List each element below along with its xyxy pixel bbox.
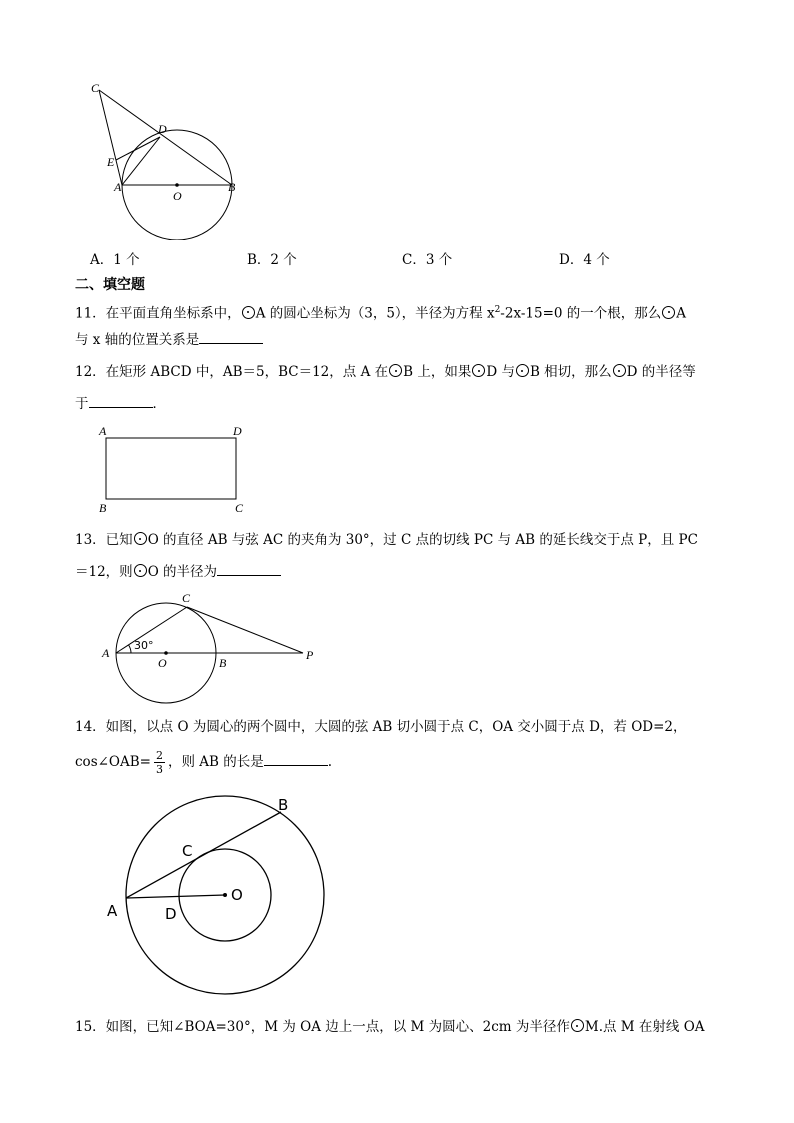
option-d: D．4 个 — [559, 252, 610, 268]
label-b: B — [99, 501, 107, 515]
label-b: B — [219, 656, 227, 670]
q11-line1 — [75, 300, 686, 324]
q13-line2 — [75, 561, 281, 582]
q12-text-d: B 相切，那么 — [529, 364, 612, 380]
q12-text-b: B 上，如果 — [403, 364, 472, 380]
figure-q13 — [98, 588, 328, 706]
circle-dot-icon — [662, 306, 675, 319]
rectangle-abcd — [106, 438, 236, 499]
section-title: 二、填空题 — [75, 277, 145, 293]
fraction-denominator: 3 — [155, 763, 163, 776]
chord-ab — [126, 812, 281, 898]
circle-dot-icon — [516, 364, 529, 377]
label-a: A — [102, 646, 110, 660]
circle-dot-icon — [242, 306, 255, 319]
option-b: B．2 个 — [247, 252, 297, 268]
center-dot — [223, 893, 227, 897]
q11-answer-blank[interactable] — [199, 329, 263, 344]
q13-line2-text-b: O 的半径为 — [147, 564, 218, 580]
label-c: C — [182, 591, 191, 605]
q13-text-b: O 的直径 AB 与弦 AC 的夹角为 30°，过 C 点的切线 PC 与 AB 的延长线交于点 P，且 PC — [147, 532, 698, 548]
label-p: P — [306, 648, 314, 662]
q11-text-c: -2x-15=0 的一个根，那么 — [500, 305, 662, 322]
q14-end: . — [327, 754, 333, 770]
center-dot — [175, 183, 179, 187]
q14-answer-blank[interactable] — [264, 751, 328, 766]
q13-line1 — [75, 530, 698, 550]
q12-line1 — [75, 362, 696, 382]
q14-text: 14．如图，以点 O 为圆心的两个圆中，大圆的弦 AB 切小圆于点 C，OA 交小圆于点 D，若 OD=2， — [75, 719, 687, 735]
label-o: O — [158, 656, 167, 670]
q11-text-a: 11．在平面直角坐标系中， — [75, 305, 241, 322]
q14-line1 — [75, 717, 687, 737]
option-a: A．1 个 — [90, 252, 140, 268]
label-d: D — [158, 122, 167, 136]
q12-answer-blank[interactable] — [89, 393, 153, 408]
q12-text-c: D 与 — [486, 364, 515, 380]
circle-dot-icon — [134, 564, 147, 577]
figure-q10 — [85, 75, 255, 240]
label-a: A — [107, 902, 118, 920]
q11-line2-text: 与 x 轴的位置关系是 — [75, 332, 200, 348]
circle-dot-icon — [613, 364, 626, 377]
q11-line2 — [75, 329, 263, 350]
angle-arc — [129, 645, 131, 653]
label-angle: 30° — [134, 639, 154, 652]
q11-text-d: A — [676, 305, 687, 322]
q11-sup: 2 — [494, 305, 501, 315]
label-a: A — [114, 180, 122, 194]
q12-text-e: D 的半径等 — [626, 364, 696, 380]
figure-q14 — [95, 790, 335, 1000]
label-c: C — [91, 81, 100, 95]
label-d: D — [233, 424, 242, 438]
figure-q12 — [95, 422, 255, 517]
circle-dot-icon — [472, 364, 485, 377]
q15-text-a: 15．如图，已知∠BOA=30°，M 为 OA 边上一点，以 M 为圆心、2cm 为半径作 — [75, 1019, 570, 1035]
label-o: O — [231, 886, 243, 904]
circle-dot-icon — [134, 532, 147, 545]
fraction — [154, 749, 165, 776]
q12-line2 — [75, 393, 166, 414]
label-e: E — [107, 155, 115, 169]
line-ed — [116, 137, 160, 160]
line-cp — [187, 607, 303, 653]
circle-dot-icon — [389, 364, 402, 377]
q15-text-b: M.点 M 在射线 OA — [584, 1019, 705, 1035]
label-c: C — [235, 501, 244, 515]
q13-text-a: 13．已知 — [75, 532, 133, 548]
label-c: C — [182, 842, 193, 860]
q14-tail: ，则 AB 的长是 — [167, 754, 264, 770]
q13-answer-blank[interactable] — [217, 561, 281, 576]
q15-line1 — [75, 1017, 705, 1037]
q13-line2-text-a: ＝12，则 — [75, 564, 133, 580]
center-dot — [164, 651, 168, 655]
fraction-numerator: 2 — [155, 749, 163, 762]
line-oa — [126, 895, 225, 898]
label-o: O — [173, 189, 182, 203]
circle-dot-icon — [571, 1019, 584, 1032]
q14-cos: cos∠OAB= — [75, 754, 151, 770]
q12-end: ． — [152, 396, 166, 412]
q12-line2-text: 于 — [75, 396, 89, 412]
label-b: B — [228, 180, 236, 194]
option-c: C．3 个 — [402, 252, 453, 268]
q11-text-b: A 的圆心坐标为（3，5），半径为方程 x — [255, 305, 495, 322]
q14-line2 — [75, 744, 332, 780]
label-d: D — [165, 905, 177, 923]
label-b: B — [278, 796, 289, 814]
q12-text-a: 12．在矩形 ABCD 中，AB＝5，BC＝12，点 A 在 — [75, 364, 389, 380]
label-a: A — [99, 424, 107, 438]
